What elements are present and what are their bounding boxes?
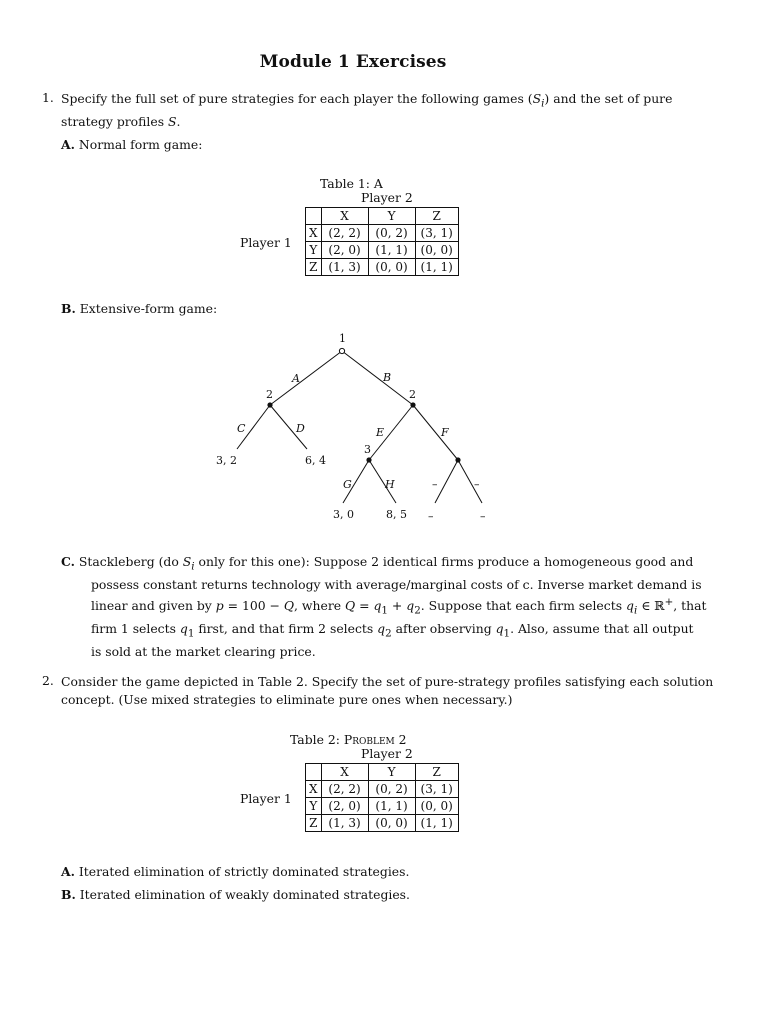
payoff-cell: (0, 2) xyxy=(368,225,415,242)
column-header: X xyxy=(321,764,368,781)
question-2-text: Consider the game depicted in Table 2. Specify the set of pure-strategy profiles satisfying each solution concept. (Use mixed strategies to eliminate pure ones when necessary.) xyxy=(61,674,714,707)
part-label: B. xyxy=(61,887,76,902)
part-2a: A. Iterated elimination of strictly dominated strategies. xyxy=(61,864,410,879)
payoff-H: 8, 5 xyxy=(386,508,407,521)
action-label-F: F xyxy=(441,426,449,439)
question-1-number: 1. xyxy=(42,90,54,105)
branch-B xyxy=(342,351,413,405)
part-label: A. xyxy=(61,864,75,879)
table-1-row-player: Player 1 xyxy=(240,235,292,250)
payoff-cell: (0, 2) xyxy=(368,781,415,798)
payoff-cell: (1, 3) xyxy=(321,815,368,832)
payoff-cell: (1, 3) xyxy=(321,259,368,276)
payoff-cell: (2, 2) xyxy=(321,225,368,242)
node-player-3 xyxy=(366,457,371,462)
part-label: B. xyxy=(61,301,76,316)
column-header: Z xyxy=(415,208,458,225)
action-label-B: B xyxy=(383,371,392,384)
action-label-C: C xyxy=(237,422,246,435)
payoff-D: 6, 4 xyxy=(305,454,326,467)
payoff-cell: (0, 0) xyxy=(368,815,415,832)
left-player-label: 2 xyxy=(266,388,273,401)
payoff-cell: (0, 0) xyxy=(415,242,458,259)
page-title: Module 1 Exercises xyxy=(259,52,447,72)
row-header: X xyxy=(306,225,322,242)
payoff-cell: (3, 1) xyxy=(415,225,458,242)
payoff-cell: (2, 0) xyxy=(321,798,368,815)
root-node xyxy=(339,348,344,353)
row-header: Y xyxy=(306,242,322,259)
right-player-label: 2 xyxy=(409,388,416,401)
table-2-column-player: Player 2 xyxy=(361,746,413,761)
payoff-cell: (2, 2) xyxy=(321,781,368,798)
table-corner xyxy=(306,764,322,781)
part-2b: B. Iterated elimination of weakly dominated strategies. xyxy=(61,887,410,902)
payoff-dash-right: – xyxy=(480,510,486,523)
branch-A xyxy=(270,351,342,405)
row-header: Y xyxy=(306,798,322,815)
table-1-column-player: Player 2 xyxy=(361,190,413,205)
row-header: Z xyxy=(306,815,322,832)
question-1-text: Specify the full set of pure strategies for each player the following games $(S_i)$ and the set of pure strategy profiles S. xyxy=(61,91,673,130)
branch-F xyxy=(413,405,458,460)
row-header: X xyxy=(306,781,322,798)
node-player-2-right xyxy=(410,402,415,407)
payoff-G: 3, 0 xyxy=(333,508,354,521)
payoff-cell: (1, 1) xyxy=(368,798,415,815)
payoff-C: 3, 2 xyxy=(216,454,237,467)
action-label-G: G xyxy=(343,478,352,491)
payoff-cell: (1, 1) xyxy=(368,242,415,259)
part-label: C. xyxy=(61,554,75,569)
payoff-dash-left: – xyxy=(428,510,434,523)
payoff-cell: (1, 1) xyxy=(415,815,458,832)
part-1a: A. Normal form game: xyxy=(61,137,203,152)
action-label-E: E xyxy=(376,426,385,439)
question-2-number: 2. xyxy=(42,673,54,688)
row-header: Z xyxy=(306,259,322,276)
action-label-H: H xyxy=(385,478,395,491)
part-1c: C. Stackleberg (do $S_i$ only for this one): Suppose 2 identical firms produce a homogeneous good and possess constant returns technology with average/marginal costs of c. Inverse market demand is linear and given by p = 100 − Q, where $Q = q_1 + q_2$. Suppose that each firm selects $q_i$ ∈ ℝ+, that firm 1 selects $q_1$ first, and that firm 2 selects $q_2$ after observing $q_1$. Also, assume that all output is sold at the market clearing price. xyxy=(61,554,707,659)
column-header: Y xyxy=(368,208,415,225)
column-header: X xyxy=(321,208,368,225)
table-2-payoff-matrix xyxy=(305,763,459,832)
table-1-caption: Table 1: A xyxy=(320,176,383,191)
column-header: Y xyxy=(368,764,415,781)
part-label: A. xyxy=(61,137,75,152)
payoff-cell: (3, 1) xyxy=(415,781,458,798)
action-label-dash-left: – xyxy=(432,478,438,491)
payoff-cell: (0, 0) xyxy=(368,259,415,276)
action-label-D: D xyxy=(296,422,305,435)
table-2-row-player: Player 1 xyxy=(240,791,292,806)
part-1b: B. Extensive-form game: xyxy=(61,301,218,316)
payoff-cell: (0, 0) xyxy=(415,798,458,815)
branch-dash-left xyxy=(435,460,458,503)
node-unlabeled xyxy=(455,457,460,462)
action-label-A: A xyxy=(292,372,300,385)
payoff-cell: (2, 0) xyxy=(321,242,368,259)
table-2-caption: Table 2: Problem 2 xyxy=(290,732,407,747)
mid-player-label: 3 xyxy=(364,443,371,456)
payoff-cell: (1, 1) xyxy=(415,259,458,276)
column-header: Z xyxy=(415,764,458,781)
node-player-2-left xyxy=(267,402,272,407)
action-label-dash-right: – xyxy=(474,478,480,491)
root-player-label: 1 xyxy=(339,332,346,345)
